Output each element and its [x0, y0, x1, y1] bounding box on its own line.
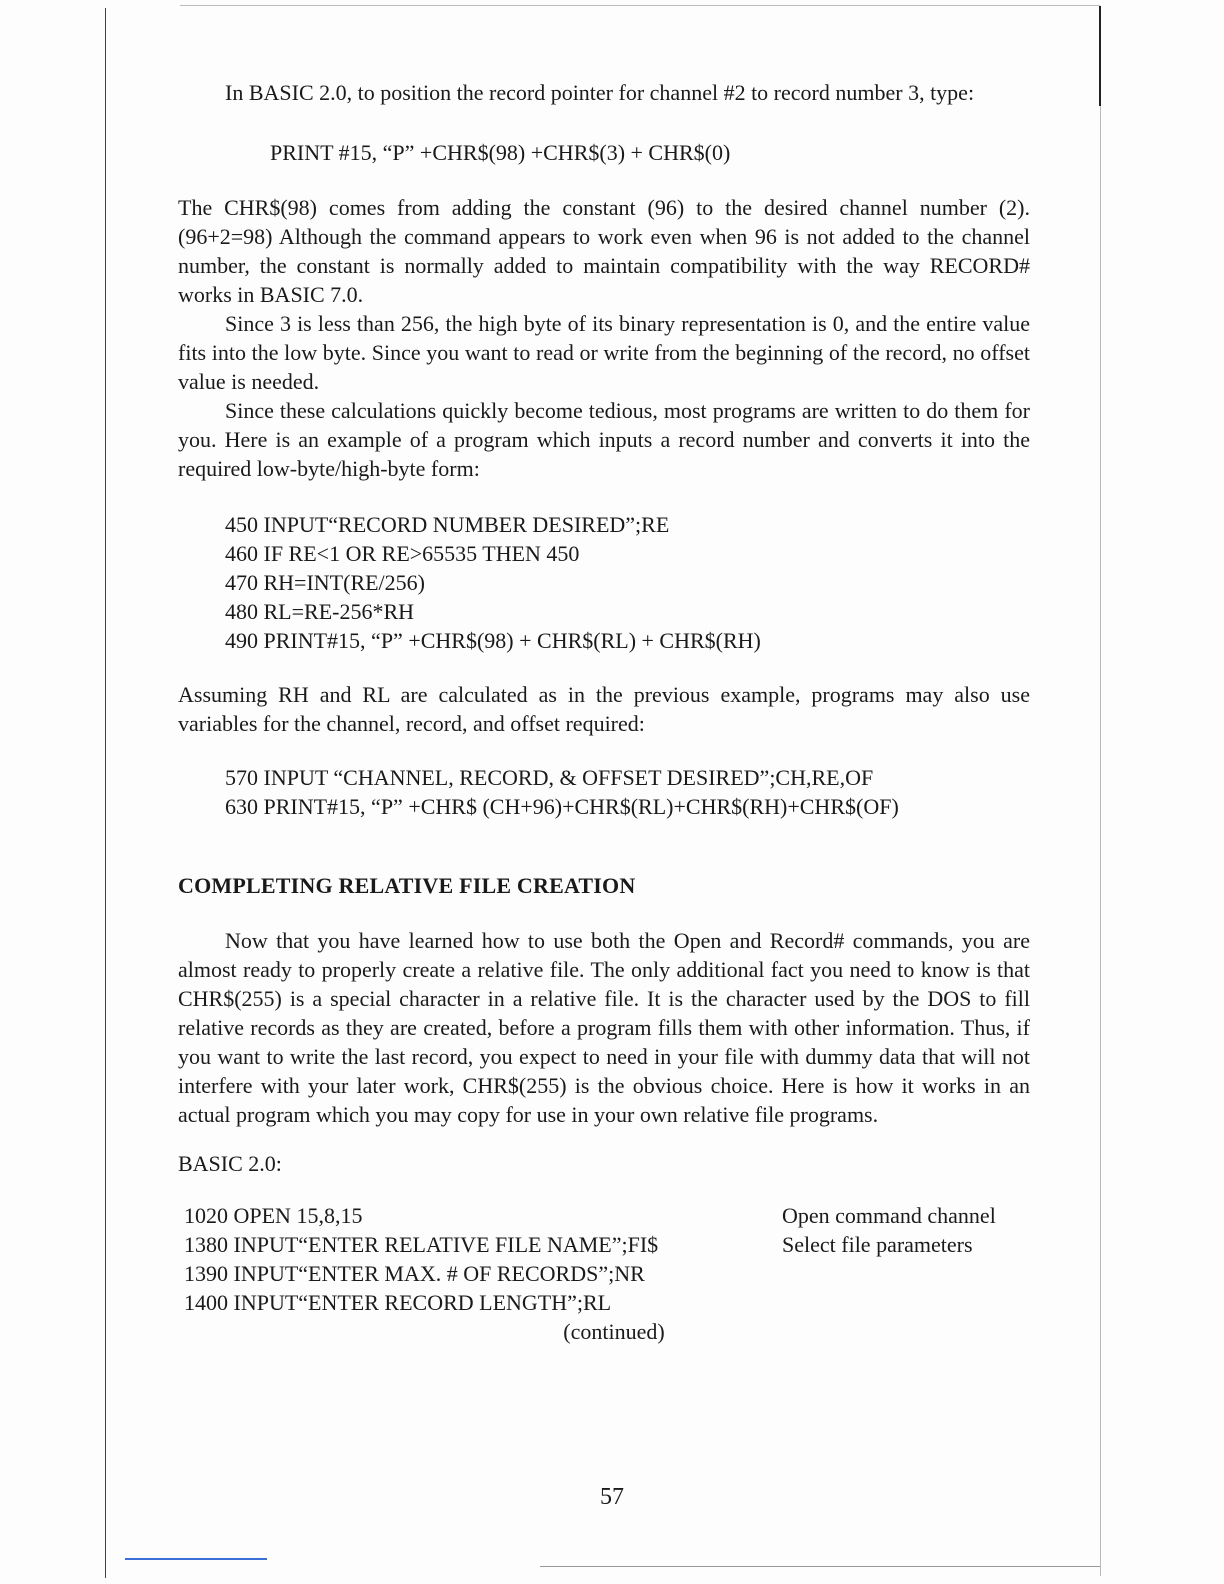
page-number: 57 [600, 1484, 624, 1510]
code-comment: Select file parameters [782, 1232, 973, 1257]
example-command [270, 138, 1030, 167]
continued-label: (continued) [563, 1319, 665, 1344]
scan-edge-bottom [540, 1566, 1100, 1567]
section-heading: COMPLETING RELATIVE FILE CREATION [178, 873, 636, 898]
code-line: PRINT #15, “P” +CHR$(98) +CHR$(3) + CHR$(0) [270, 140, 731, 165]
paragraph-1: The CHR$(98) comes from adding the constant (96) to the desired channel number (2). (96+2=98) Although the command appears to work even when 96 is not added to the channel number, the constant is normally added to maintain compatibility with the way RECORD# works in BASIC 7.0. [178, 195, 1030, 307]
scan-edge-top [180, 5, 1100, 6]
program-row [184, 1201, 1030, 1230]
program-row [184, 1288, 1030, 1317]
code-line: 630 PRINT#15, “P” +CHR$ (CH+96)+CHR$(RL)+CHR$(RH)+CHR$(OF) [225, 794, 899, 819]
scan-edge-right-faint [1100, 106, 1101, 1576]
paragraph-3: Since these calculations quickly become tedious, most programs are written to do them for you. Here is an example of a program which inputs a record number and converts it into the required low-byte/high-byte form: [178, 398, 1030, 481]
program-row [184, 1259, 1030, 1288]
code-line: 1380 INPUT“ENTER RELATIVE FILE NAME”;FI$ [184, 1232, 659, 1257]
paragraph-4: Assuming RH and RL are calculated as in the previous example, programs may also use variables for the channel, record, and offset required: [178, 682, 1030, 736]
code-line: 1020 OPEN 15,8,15 [184, 1203, 363, 1228]
code-line: 570 INPUT “CHANNEL, RECORD, & OFFSET DESIRED”;CH,RE,OF [225, 765, 874, 790]
program-listing-3 [184, 1201, 1030, 1346]
page-content [178, 78, 1030, 1346]
code-line: 470 RH=INT(RE/256) [225, 570, 425, 595]
scan-edge-left [105, 8, 106, 1578]
code-line: 460 IF RE<1 OR RE>65535 THEN 450 [225, 541, 580, 566]
code-comment: Open command channel [782, 1203, 996, 1228]
program-listing-1 [225, 510, 1030, 655]
paragraph-5: Now that you have learned how to use both the Open and Record# commands, you are almost ready to properly create a relative file. The only additional fact you need to know is that CHR$(255) is a special character in a relative file. It is the character used by the DOS to fill relative records as they are created, before a program fills them with other information. Thus, if you want to write the last record, you expect to need in your file with dummy data that will not interfere with your later work, CHR$(255) is the obvious choice. Here is how it works in an actual program which you may copy for use in your own relative file programs. [178, 928, 1030, 1127]
program-listing-2 [225, 763, 1030, 821]
intro-text: In BASIC 2.0, to position the record pointer for channel #2 to record number 3, type: [225, 80, 975, 105]
scan-edge-right [1099, 6, 1101, 106]
code-line: 450 INPUT“RECORD NUMBER DESIRED”;RE [225, 512, 670, 537]
code-line: 1390 INPUT“ENTER MAX. # OF RECORDS”;NR [184, 1261, 645, 1286]
code-line: 490 PRINT#15, “P” +CHR$(98) + CHR$(RL) + CHR$(RH) [225, 628, 761, 653]
code-line: 480 RL=RE-256*RH [225, 599, 415, 624]
paragraph-2: Since 3 is less than 256, the high byte of its binary representation is 0, and the entire value fits into the low byte. Since you want to read or write from the beginning of the record, no offset value is needed. [178, 311, 1030, 394]
basic-label: BASIC 2.0: [178, 1151, 282, 1176]
program-row [184, 1230, 1030, 1259]
code-line: 1400 INPUT“ENTER RECORD LENGTH”;RL [184, 1290, 612, 1315]
scan-blue-mark [125, 1558, 267, 1560]
